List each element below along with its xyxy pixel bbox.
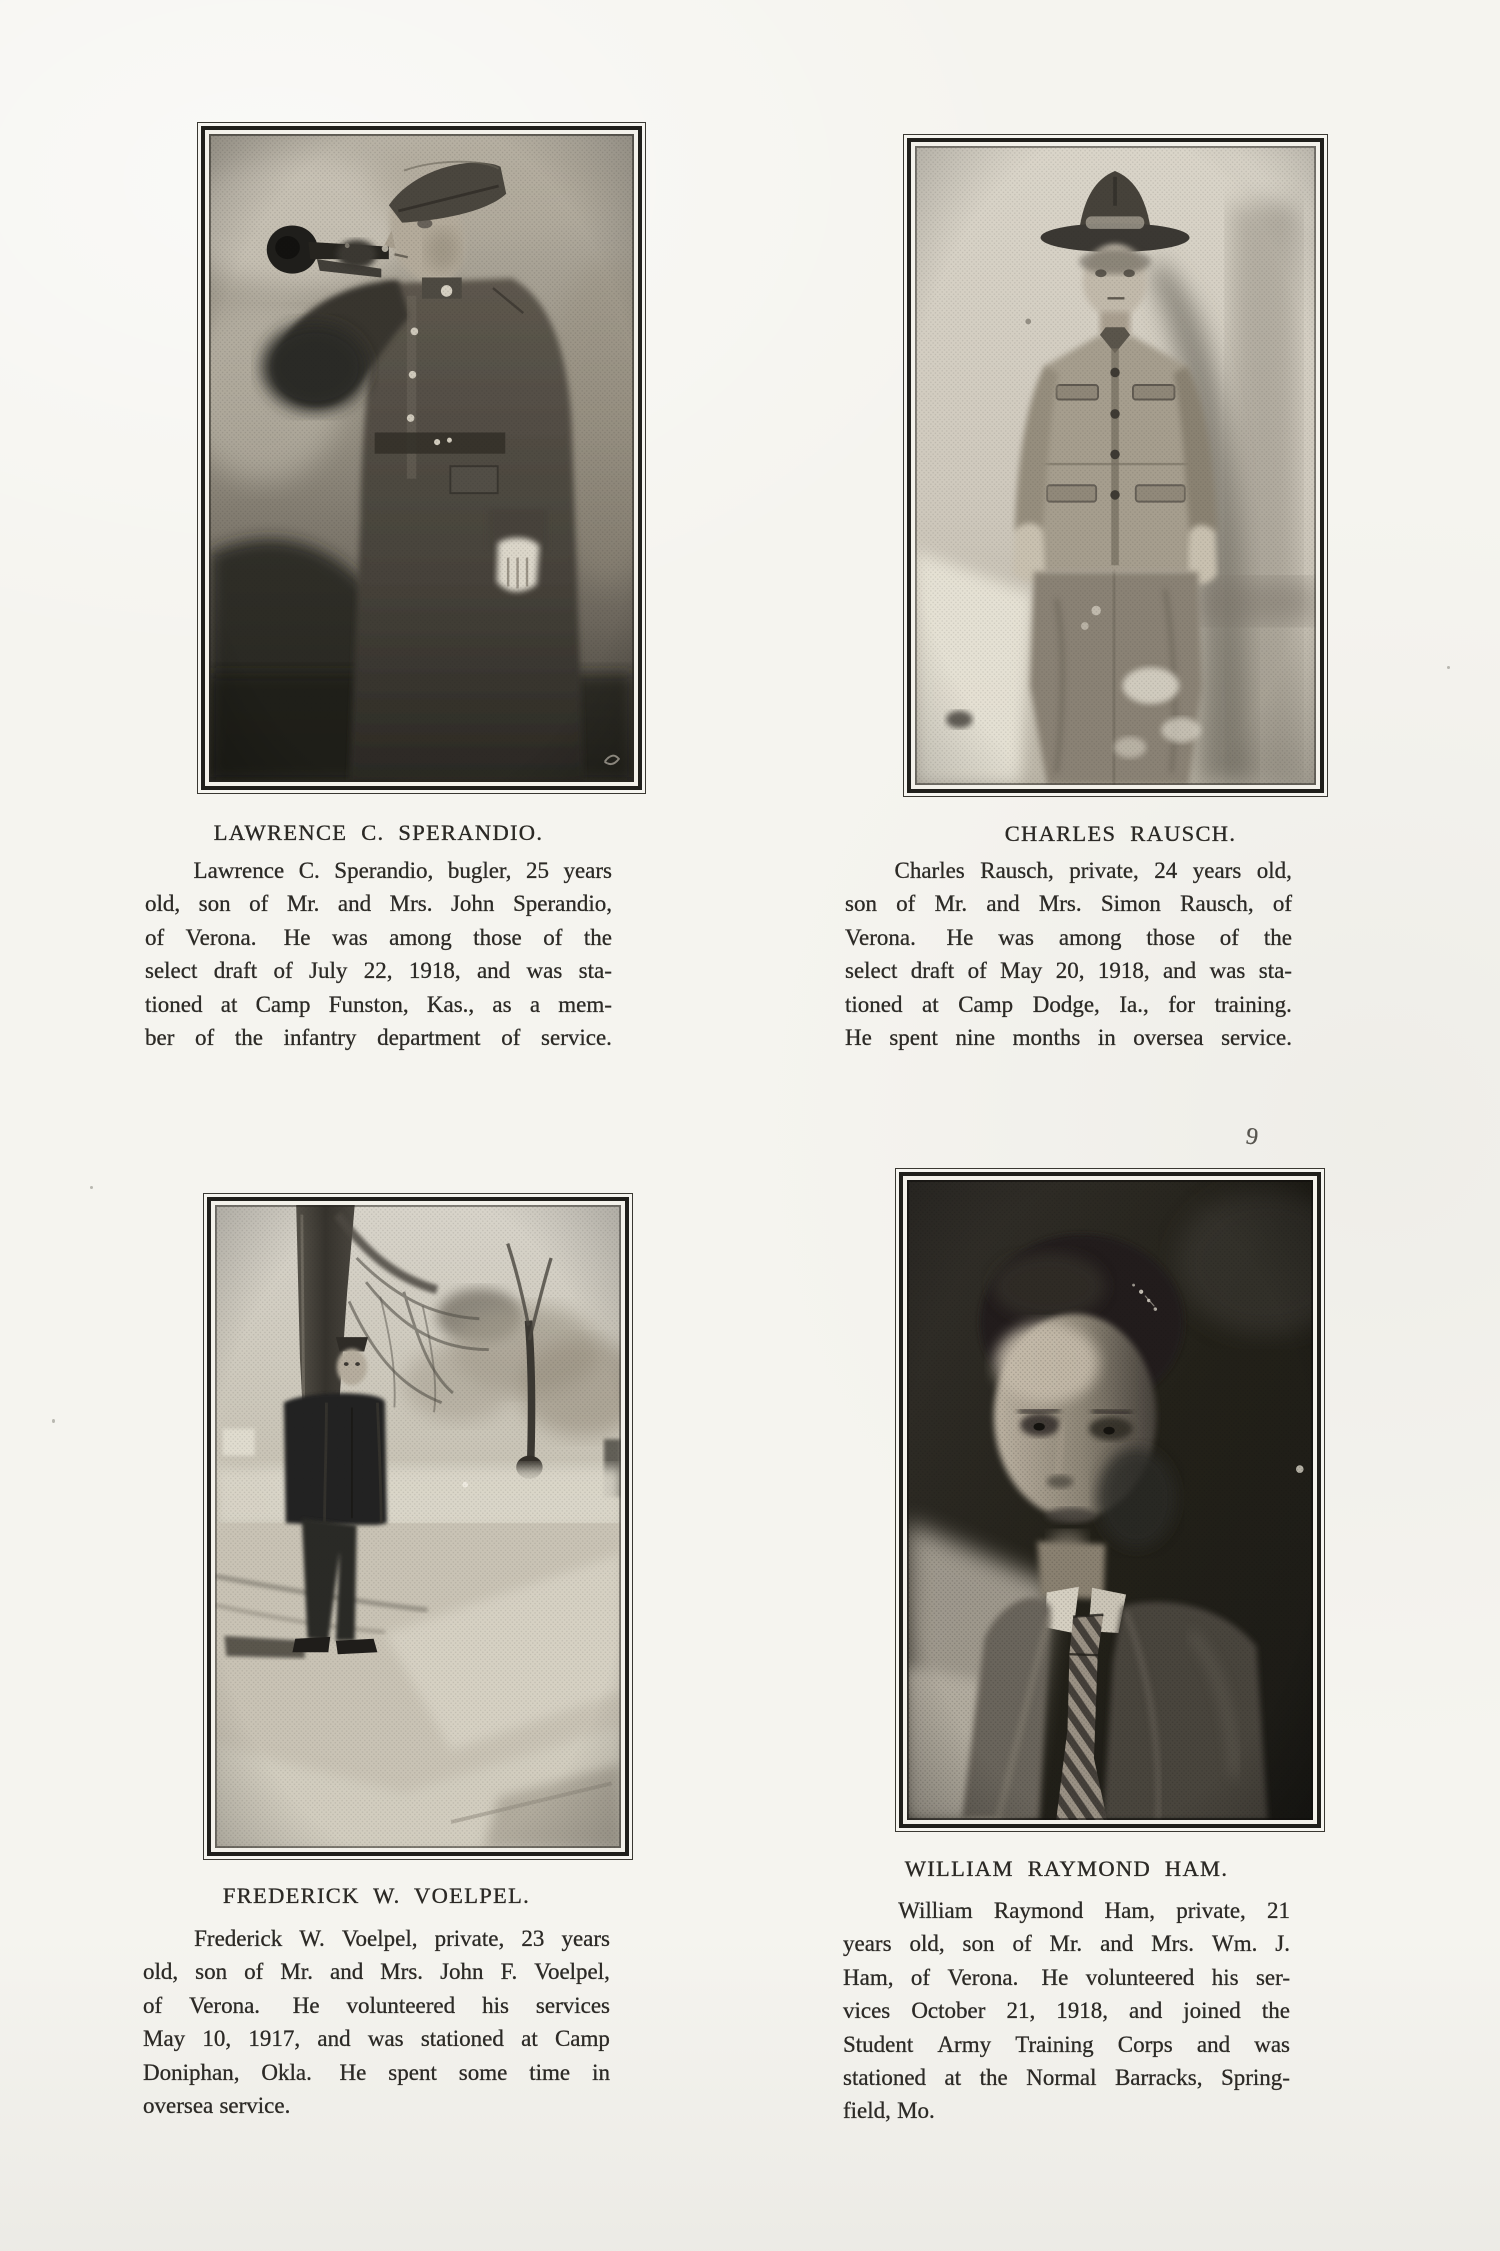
voelpel-photo-mat bbox=[207, 1197, 629, 1856]
ham-bio-line: vices October 21, 1918, and joined the bbox=[843, 1998, 1290, 2024]
scan-speck bbox=[1447, 666, 1450, 669]
voelpel-bio-line: Frederick W. Voelpel, private, 23 years bbox=[194, 1926, 610, 1951]
ham-bio-line: William Raymond Ham, private, 21 bbox=[898, 1898, 1290, 1923]
sperandio-bio-line: of Verona. He was among those of the bbox=[145, 924, 612, 950]
voelpel-bio-line: of Verona. He volunteered his services bbox=[143, 1992, 610, 2018]
sperandio-bio-line: ber of the infantry department of service. bbox=[145, 1024, 612, 1050]
voelpel-bio-line: May 10, 1917, and was stationed at Camp bbox=[143, 2026, 610, 2052]
rausch-bio-line: select draft of May 20, 1918, and was sta- bbox=[845, 958, 1292, 984]
rausch-bio-line: Verona. He was among those of the bbox=[845, 924, 1292, 950]
ham-bio-paragraph bbox=[843, 1898, 1290, 2132]
voelpel-bio-line: old, son of Mr. and Mrs. John F. Voelpel, bbox=[143, 1959, 610, 1985]
sperandio-bio-line: old, son of Mr. and Mrs. John Sperandio, bbox=[145, 891, 612, 917]
voelpel-photo-frame bbox=[203, 1193, 633, 1860]
rausch-bio-line: son of Mr. and Mrs. Simon Rausch, of bbox=[845, 891, 1292, 917]
page-number: 9 bbox=[1244, 1123, 1261, 1151]
ham-bio-line: stationed at the Normal Barracks, Spring- bbox=[843, 2064, 1290, 2090]
rausch-bio-paragraph bbox=[845, 858, 1292, 1058]
rausch-bio-line: He spent nine months in oversea service. bbox=[845, 1024, 1292, 1050]
ham-bio-line: Student Army Training Corps and was bbox=[843, 2031, 1290, 2057]
rausch-caption: CHARLES RAUSCH. bbox=[1004, 821, 1237, 846]
ham-bio-line: years old, son of Mr. and Mrs. Wm. J. bbox=[843, 1931, 1290, 1957]
voelpel-caption: FREDERICK W. VOELPEL. bbox=[222, 1883, 531, 1908]
voelpel-photo bbox=[215, 1205, 621, 1848]
voelpel-bio-line: Doniphan, Okla. He spent some time in bbox=[143, 2059, 610, 2085]
sperandio-bio-paragraph bbox=[145, 858, 612, 1058]
sperandio-photo-mat bbox=[201, 126, 642, 790]
ham-caption: WILLIAM RAYMOND HAM. bbox=[904, 1856, 1229, 1881]
sperandio-photo bbox=[209, 134, 634, 782]
voelpel-bio-line: oversea service. bbox=[143, 2092, 291, 2118]
rausch-photo-frame bbox=[903, 134, 1328, 797]
sperandio-caption: LAWRENCE C. SPERANDIO. bbox=[213, 820, 544, 845]
sperandio-bio-line: tioned at Camp Funston, Kas., as a mem- bbox=[145, 991, 612, 1017]
voelpel-bio-paragraph bbox=[143, 1926, 610, 2126]
ham-bio-line: field, Mo. bbox=[843, 2098, 935, 2124]
rausch-bio-line: tioned at Camp Dodge, Ia., for training. bbox=[845, 991, 1292, 1017]
scan-speck bbox=[90, 1186, 93, 1189]
rausch-photo-mat bbox=[907, 138, 1324, 793]
ham-photo-frame bbox=[895, 1168, 1325, 1832]
ham-bio-line: Ham, of Verona. He volunteered his ser- bbox=[843, 1964, 1290, 1990]
sperandio-bio-line: Lawrence C. Sperandio, bugler, 25 years bbox=[193, 858, 612, 883]
rausch-photo bbox=[915, 146, 1316, 785]
scan-speck bbox=[52, 1419, 55, 1423]
sperandio-bio-line: select draft of July 22, 1918, and was sta- bbox=[145, 958, 612, 984]
rausch-bio-line: Charles Rausch, private, 24 years old, bbox=[894, 858, 1292, 883]
ham-photo-mat bbox=[899, 1172, 1321, 1828]
sperandio-photo-frame bbox=[197, 122, 646, 794]
ham-photo bbox=[907, 1180, 1313, 1820]
